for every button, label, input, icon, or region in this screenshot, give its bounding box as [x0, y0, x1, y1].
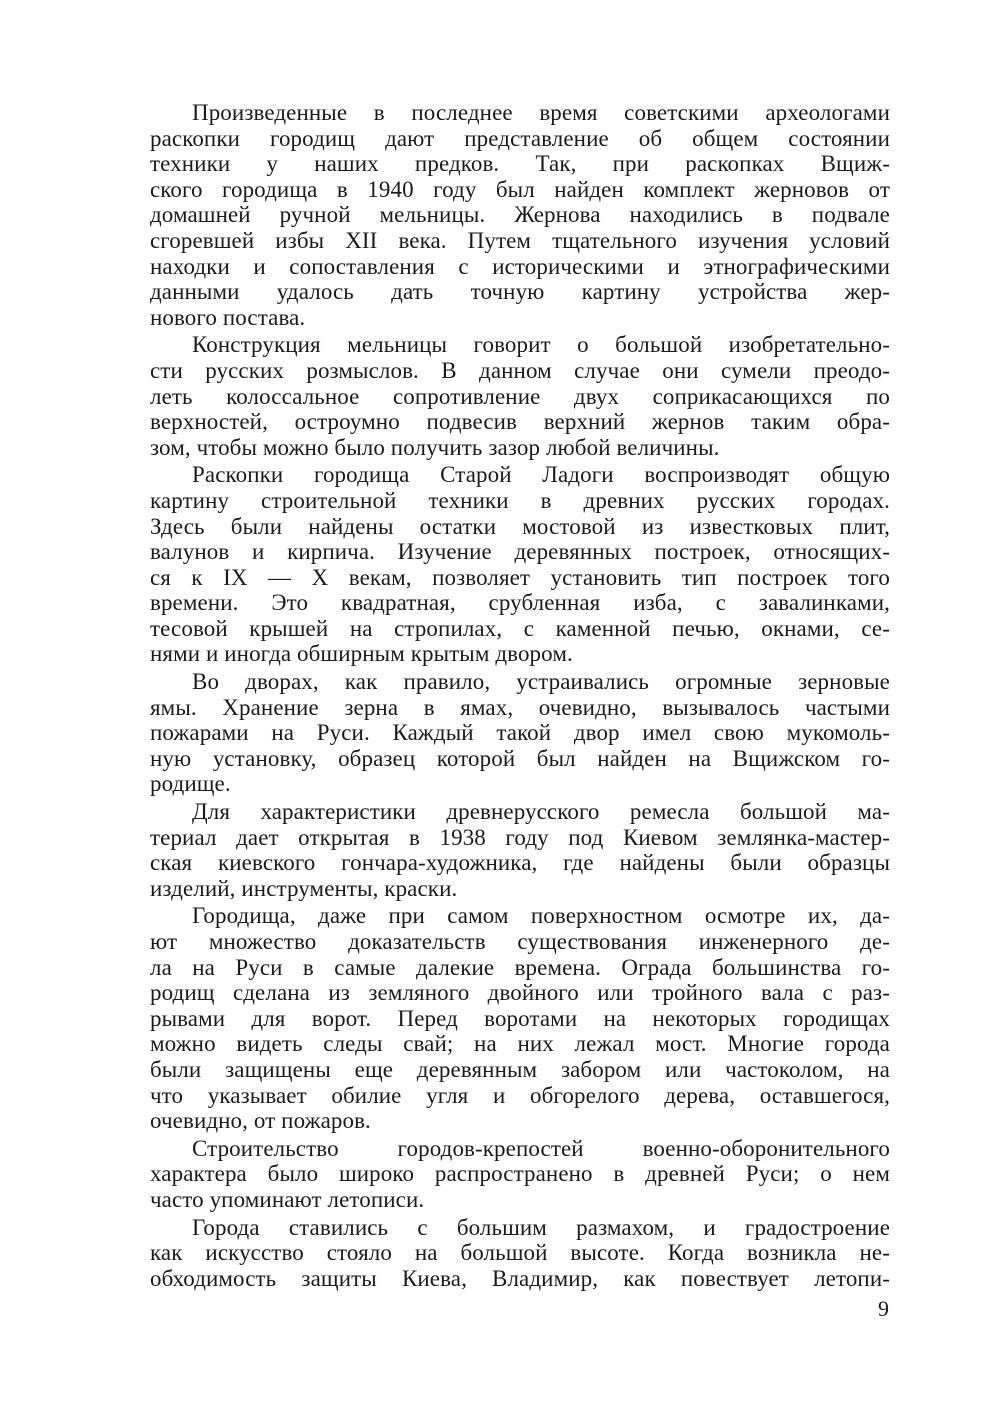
- text-line: Произведенные в последнее время советскими археологами: [192, 100, 890, 125]
- text-line: рывами для ворот. Перед воротами на некоторых городищах: [150, 1005, 890, 1031]
- text-line: что указывает обилие угля и обгорелого дерева, оставшегося,: [150, 1082, 890, 1108]
- text-line: картину строительной техники в древних русских городах.: [150, 487, 890, 513]
- text-line: ют множество доказательств существования инженерного де-: [150, 929, 890, 954]
- paragraph: [150, 1215, 890, 1292]
- text-line: домашней ручной мельницы. Жернова находились в подвале: [150, 202, 890, 228]
- text-line: раскопки городищ дают представление об общем состоянии: [150, 125, 890, 151]
- text-line: Городища, даже при самом поверхностном осмотре их, да-: [192, 903, 890, 929]
- text-line: обходимость защиты Киева, Владимир, как повествует летопи-: [150, 1265, 890, 1291]
- text-line: ская киевского гончара-художника, где найдены были образцы: [150, 850, 890, 876]
- text-line: нями и иногда обширным крытым двором.: [150, 641, 573, 667]
- text-line: пожарами на Руси. Каждый такой двор имел свою мукомоль-: [150, 720, 890, 746]
- text-line: сти русских розмыслов. В данном случае они сумели преодо-: [150, 357, 890, 383]
- text-line: леть колоссальное сопротивление двух соприкасающихся по: [150, 383, 890, 409]
- paragraph: [150, 1136, 890, 1213]
- text-line: характера было широко распространено в древней Руси; о нем: [150, 1161, 890, 1187]
- text-line: Конструкция мельницы говорит о большой изобретательно-: [192, 332, 890, 358]
- text-line: техники у наших предков. Так, при раскопках Вщиж-: [150, 151, 890, 177]
- text-line: находки и сопоставления с историческими и этнографическими: [150, 253, 890, 279]
- text-line: ла на Руси в самые далекие времена. Ограда большинства го-: [150, 954, 890, 980]
- text-line: верхностей, остроумно подвесив верхний жернов таким обра-: [150, 409, 890, 435]
- text-line: изделий, инструменты, краски.: [150, 875, 458, 901]
- text-line: Строительство городов-крепостей военно-оборонительного: [192, 1135, 890, 1161]
- text-line: ского городища в 1940 году был найден комплект жерновов от: [150, 176, 890, 202]
- text-line: родище.: [150, 771, 231, 797]
- text-line: нового постава.: [150, 304, 306, 330]
- text-line: Раскопки городища Старой Ладоги воспроизводят общую: [192, 462, 890, 488]
- text-line: родищ сделана из земляного двойного или тройного вала с раз-: [150, 980, 890, 1006]
- text-line: Здесь были найдены остатки мостовой из известковых плит,: [150, 513, 890, 539]
- page-number: 9: [878, 1296, 889, 1321]
- text-line: тесовой крышей на стропилах, с каменной печью, окнами, се-: [150, 615, 890, 641]
- text-line: сгоревшей избы XII века. Путем тщательного изучения условий: [150, 227, 890, 253]
- text-line: Для характеристики древнерусского ремесла большой ма-: [192, 799, 890, 825]
- text-line: данными удалось дать точную картину устройства жер-: [150, 279, 890, 305]
- text-line: очевидно, от пожаров.: [150, 1108, 371, 1134]
- text-line: Города ставились с большим размахом, и градостроение: [192, 1214, 890, 1240]
- paragraph: [150, 669, 890, 797]
- text-line: териал дает открытая в 1938 году под Киевом землянка-мастер-: [150, 824, 890, 850]
- page-body: [150, 100, 890, 1291]
- text-line: ную установку, образец которой был найден на Вщижском го-: [150, 745, 890, 771]
- paragraph: [150, 903, 890, 1133]
- paragraph: [150, 462, 890, 667]
- text-line: ямы. Хранение зерна в ямах, очевидно, вызывалось частыми: [150, 694, 890, 720]
- text-line: Во дворах, как правило, устраивались огромные зерновые: [192, 669, 890, 695]
- text-line: можно видеть следы свай; на них лежал мост. Многие города: [150, 1031, 890, 1057]
- text-line: валунов и кирпича. Изучение деревянных построек, относящих-: [150, 539, 890, 565]
- paragraph: [150, 332, 890, 460]
- paragraph: [150, 799, 890, 901]
- text-line: времени. Это квадратная, срубленная изба, с завалинками,: [150, 590, 890, 616]
- text-line: часто упоминают летописи.: [150, 1186, 425, 1212]
- text-line: ся к IX — X векам, позволяет установить тип построек того: [150, 564, 890, 590]
- text-line: были защищены еще деревянным забором или частоколом, на: [150, 1056, 890, 1082]
- paragraph: [150, 100, 890, 330]
- text-line: как искусство стояло на большой высоте. Когда возникла не-: [150, 1240, 890, 1266]
- text-line: зом, чтобы можно было получить зазор любой величины.: [150, 434, 720, 460]
